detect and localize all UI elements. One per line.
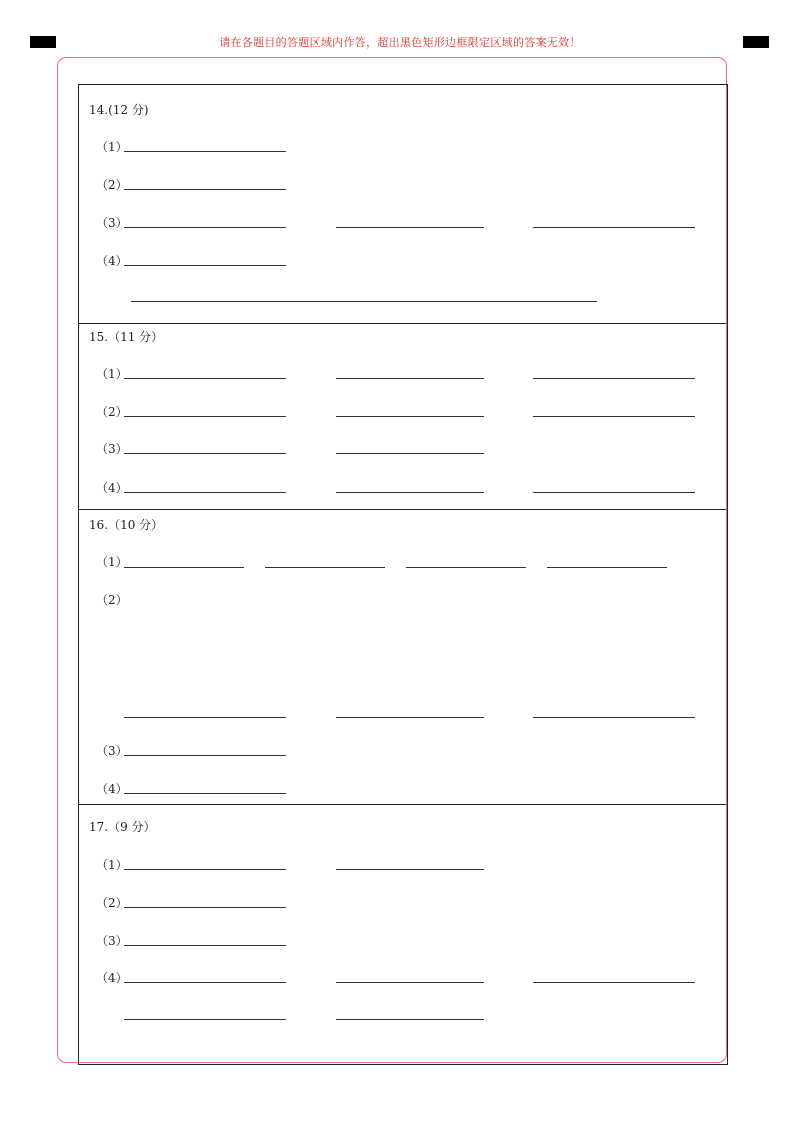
q14-part-4-answer-line[interactable]: [124, 265, 286, 266]
q16-part-1-answer-line-a[interactable]: [124, 567, 244, 568]
q17-part-4-answer-line-a[interactable]: [124, 982, 286, 983]
q15-part-1-answer-line-a[interactable]: [124, 378, 286, 379]
section-divider: [78, 323, 726, 324]
q14-part-1-answer-line[interactable]: [124, 151, 286, 152]
q15-part-3-label: （3）: [96, 442, 128, 456]
q14-part-3-answer-line-a[interactable]: [124, 227, 286, 228]
q17-part-1-label: （1）: [96, 858, 128, 872]
q17-part-4-answer-line-c[interactable]: [533, 982, 695, 983]
q16-part-3-answer-line[interactable]: [124, 755, 286, 756]
q15-part-2-answer-line-c[interactable]: [533, 416, 695, 417]
answer-box: [78, 84, 728, 1065]
q16-part-1-answer-line-c[interactable]: [406, 567, 526, 568]
q17-part-2-label: （2）: [96, 896, 128, 910]
q16-part-1-answer-line-d[interactable]: [547, 567, 667, 568]
q16-part-2-answer-line-b[interactable]: [336, 717, 484, 718]
q16-part-1-label: （1）: [96, 555, 128, 569]
q15-part-4-answer-line-a[interactable]: [124, 492, 286, 493]
q15-part-2-label: （2）: [96, 405, 128, 419]
q15-part-2-answer-line-a[interactable]: [124, 416, 286, 417]
section-divider: [78, 804, 726, 805]
q14-part-3-answer-line-c[interactable]: [533, 227, 695, 228]
q16-part-3-label: （3）: [96, 744, 128, 758]
q14-part-3-label: （3）: [96, 216, 128, 230]
q14-part-2-answer-line[interactable]: [124, 189, 286, 190]
section-divider: [78, 509, 726, 510]
q17-part-1-answer-line-b[interactable]: [336, 869, 484, 870]
q15-part-4-answer-line-c[interactable]: [533, 492, 695, 493]
q15-part-4-label: （4）: [96, 481, 128, 495]
q14-part-1-label: （1）: [96, 140, 128, 154]
answer-area-notice: 请在各题目的答题区域内作答，超出黑色矩形边框限定区域的答案无效！: [219, 36, 581, 49]
q15-part-1-answer-line-b[interactable]: [336, 378, 484, 379]
q14-part-3-answer-line-b[interactable]: [336, 227, 484, 228]
q17-part-2-answer-line[interactable]: [124, 907, 286, 908]
question-15-title: 15.（11 分）: [89, 330, 164, 344]
q17-part-1-answer-line-a[interactable]: [124, 869, 286, 870]
q17-part-4-answer-line-b[interactable]: [336, 982, 484, 983]
q15-part-1-label: （1）: [96, 367, 128, 381]
q17-part-3-label: （3）: [96, 934, 128, 948]
q17-part-3-answer-line[interactable]: [124, 945, 286, 946]
question-16-title: 16.（10 分）: [89, 518, 164, 532]
q17-part-4-answer-line-d[interactable]: [124, 1019, 286, 1020]
q15-part-2-answer-line-b[interactable]: [336, 416, 484, 417]
q17-part-4-label: （4）: [96, 971, 128, 985]
question-17-title: 17.（9 分）: [89, 820, 156, 834]
q14-part-2-label: （2）: [96, 178, 128, 192]
q14-part-4-label: （4）: [96, 254, 128, 268]
q15-part-4-answer-line-b[interactable]: [336, 492, 484, 493]
q15-part-1-answer-line-c[interactable]: [533, 378, 695, 379]
q16-part-2-answer-line-a[interactable]: [124, 717, 286, 718]
q16-part-2-answer-line-c[interactable]: [533, 717, 695, 718]
q16-part-4-answer-line[interactable]: [124, 793, 286, 794]
q16-part-1-answer-line-b[interactable]: [265, 567, 385, 568]
question-14-title: 14.(12 分): [89, 103, 149, 117]
q17-part-4-answer-line-e[interactable]: [336, 1019, 484, 1020]
q16-part-4-label: （4）: [96, 782, 128, 796]
q15-part-3-answer-line-b[interactable]: [336, 453, 484, 454]
q16-part-2-label: （2）: [96, 593, 128, 607]
q14-part-4-long-answer-line[interactable]: [131, 301, 597, 302]
q15-part-3-answer-line-a[interactable]: [124, 453, 286, 454]
